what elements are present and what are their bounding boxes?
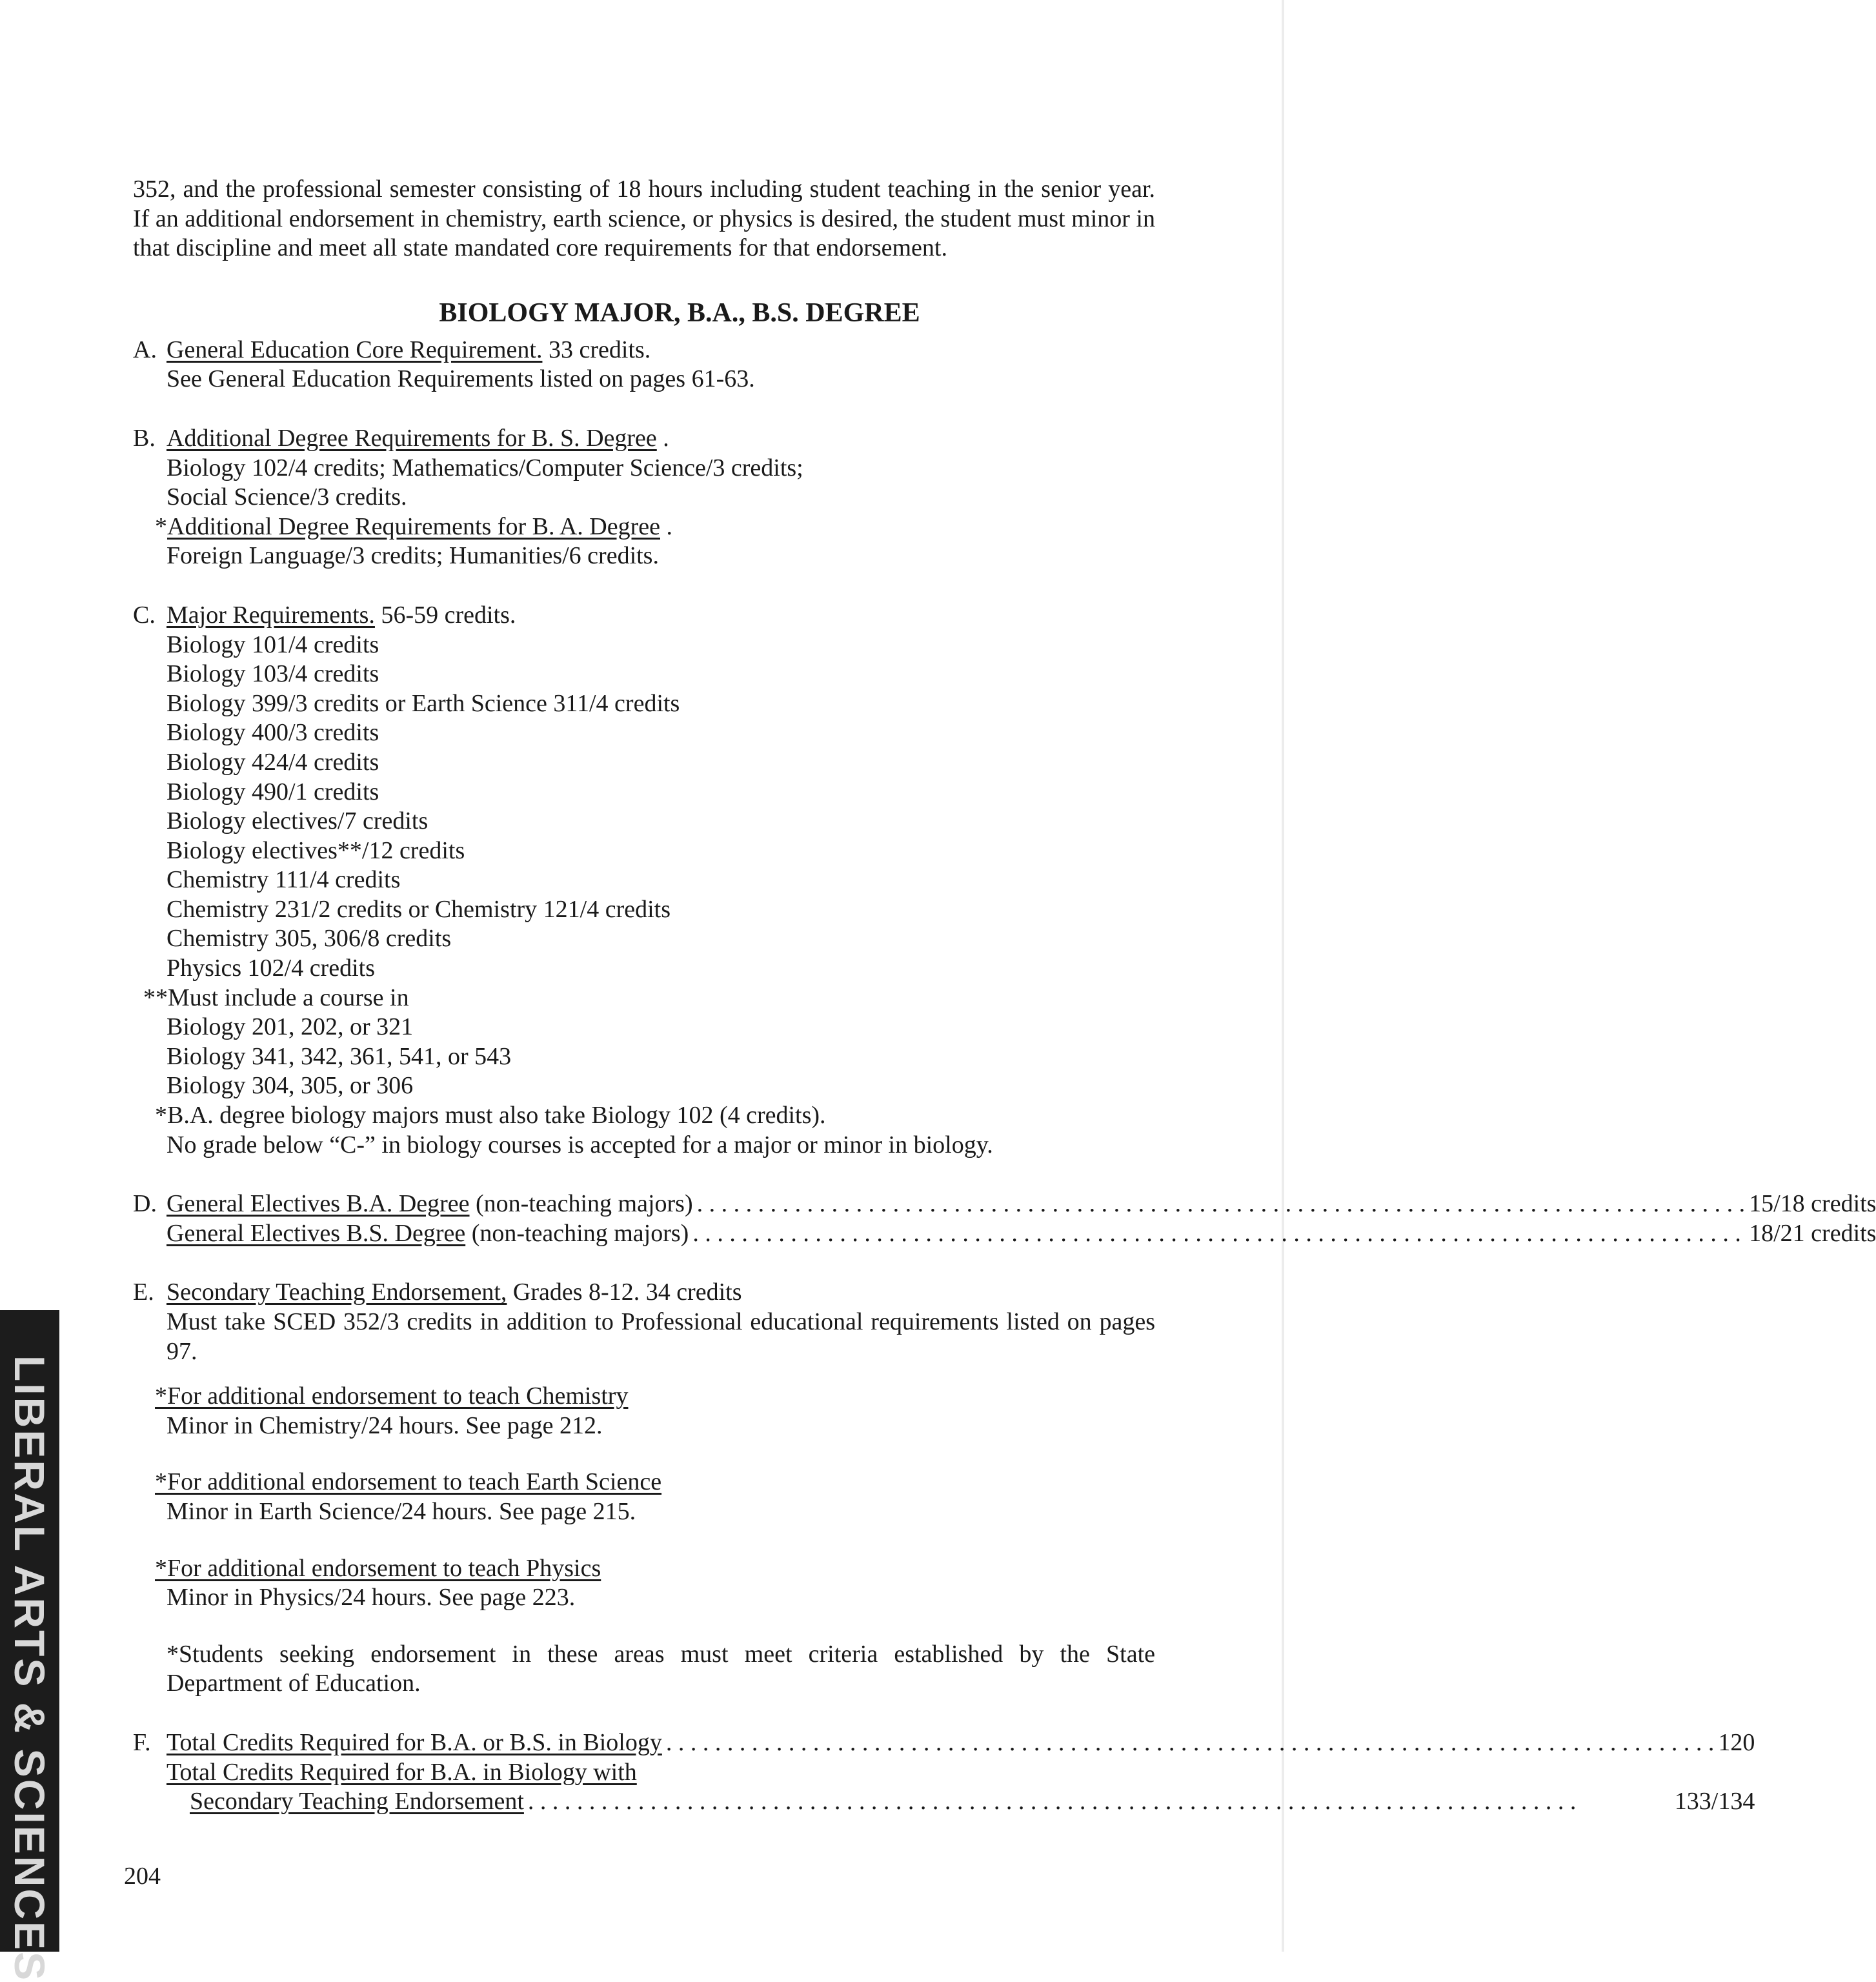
course-item: Biology electives**/12 credits xyxy=(166,836,465,864)
must-include-note: **Must include a course in xyxy=(143,984,409,1011)
total-credits-row xyxy=(166,1787,1755,1817)
grade-note: No grade below “C-” in biology courses is accepted for a major or minor in biology. xyxy=(166,1131,993,1158)
dot-leader xyxy=(528,1787,1671,1817)
ba-biology-note: *B.A. degree biology majors must also take Biology 102 (4 credits). xyxy=(155,1102,826,1129)
include-course-item: Biology 341, 342, 361, 541, or 543 xyxy=(166,1042,512,1070)
elective-label: General Electives B.S. Degree xyxy=(166,1219,466,1247)
page-number: 204 xyxy=(124,1863,161,1890)
course-item: Biology 424/4 credits xyxy=(166,748,379,776)
endorsement-item-title: *For additional endorsement to teach Chemistry xyxy=(155,1382,629,1410)
total-credits-label: Total Credits Required for B.A. in Biology with xyxy=(166,1758,637,1786)
total-credits-value: 120 xyxy=(1718,1728,1755,1756)
section-f xyxy=(133,1728,1755,1817)
page-edge-shadow xyxy=(1282,0,1284,1952)
dot-leader xyxy=(697,1189,1746,1219)
course-item: Biology 399/3 credits or Earth Science 311/4 credits xyxy=(166,689,680,717)
total-credits-label: Total Credits Required for B.A. or B.S. in Biology xyxy=(166,1728,662,1756)
criteria-note: *Students seeking endorsement in these areas must meet criteria established by the State Department of Education. xyxy=(166,1640,1155,1697)
elective-value: 18/21 credits xyxy=(1749,1219,1876,1247)
intro-paragraph: 352, and the professional semester consisting of 18 hours including student teaching in the senior year. If an additional endorsement in chemistry, earth science, or physics is desired, the student must minor in that discipline and meet all state mandated core requirements for that endorsement. xyxy=(133,176,1155,262)
endorsement-item-detail: Minor in Physics/24 hours. See page 223. xyxy=(166,1584,576,1612)
elective-row xyxy=(166,1219,1876,1249)
course-item: Chemistry 231/2 credits or Chemistry 121/4 credits xyxy=(166,895,671,923)
section-a-title: General Education Core Requirement. xyxy=(166,336,543,363)
endorsement-grades: Grades 8-12. 34 credits xyxy=(512,1279,742,1306)
section-d xyxy=(133,1189,1876,1248)
elective-row xyxy=(166,1189,1876,1219)
section-b: B. Additional Degree Requirements for B. S. Degree . Biology 102/4 credits; Mathematics/Computer Science/3 credits; Social Science/3 credits. *Additional Degree Requirements for B. A. Degree . Foreign Language/3 credits; Humanities/6 credits. xyxy=(133,424,1155,571)
elective-value: 15/18 credits xyxy=(1749,1190,1876,1218)
section-a-note: See General Education Requirements listed on pages 61-63. xyxy=(166,365,755,393)
section-e xyxy=(133,1278,1155,1699)
endorsement-item-detail: Minor in Earth Science/24 hours. See page 215. xyxy=(166,1497,636,1525)
endorsement-item-detail: Minor in Chemistry/24 hours. See page 212. xyxy=(166,1411,603,1439)
ba-requirements-title: Additional Degree Requirements for B. A. Degree xyxy=(167,512,660,540)
total-credits-value: 133/134 xyxy=(1674,1788,1755,1815)
endorsement-earth-science xyxy=(155,1468,1155,1526)
course-item: Biology 400/3 credits xyxy=(166,719,379,747)
include-course-item: Biology 304, 305, or 306 xyxy=(166,1072,414,1100)
section-letter: E. xyxy=(133,1279,154,1306)
bs-requirements-line: Biology 102/4 credits; Mathematics/Computer Science/3 credits; xyxy=(166,454,803,481)
major-requirements-title: Major Requirements. xyxy=(166,601,375,629)
total-credits-label: Secondary Teaching Endorsement xyxy=(190,1788,524,1815)
section-c xyxy=(133,601,1155,1160)
dot-leader xyxy=(692,1219,1745,1249)
course-item: Biology 101/4 credits xyxy=(166,631,379,658)
section-letter: D. xyxy=(133,1190,157,1218)
include-course-item: Biology 201, 202, or 321 xyxy=(166,1013,414,1041)
section-letter: B. xyxy=(133,424,156,452)
endorsement-item-title: *For additional endorsement to teach Physics xyxy=(155,1554,601,1582)
asterisk: * xyxy=(155,512,167,540)
section-a xyxy=(133,336,1155,394)
course-item: Chemistry 305, 306/8 credits xyxy=(166,925,452,953)
bs-requirements-line: Social Science/3 credits. xyxy=(166,483,407,511)
course-item: Biology 490/1 credits xyxy=(166,778,379,805)
endorsement-physics xyxy=(155,1554,1155,1613)
bs-requirements-title: Additional Degree Requirements for B. S. Degree xyxy=(166,424,657,452)
endorsement-note: Must take SCED 352/3 credits in addition to Professional educational requirements listed on pages 97. xyxy=(166,1308,1155,1365)
course-item: Chemistry 111/4 credits xyxy=(166,866,401,894)
section-heading: BIOLOGY MAJOR, B.A., B.S. DEGREE xyxy=(439,298,920,328)
section-letter: A. xyxy=(133,336,157,363)
elective-label: General Electives B.A. Degree xyxy=(166,1190,470,1218)
course-item: Biology 103/4 credits xyxy=(166,660,379,688)
elective-suffix: (non-teaching majors) xyxy=(471,1219,689,1247)
ba-requirements-line: Foreign Language/3 credits; Humanities/6 credits. xyxy=(166,542,659,570)
total-credits-row xyxy=(166,1728,1755,1758)
course-item: Biology electives/7 credits xyxy=(166,807,429,835)
section-letter: F. xyxy=(133,1728,151,1756)
endorsement-title: Secondary Teaching Endorsement, xyxy=(166,1279,507,1306)
major-requirements-credits: 56-59 credits. xyxy=(381,601,516,629)
endorsement-item-title: *For additional endorsement to teach Earth Science xyxy=(155,1468,662,1496)
dot-leader xyxy=(666,1728,1715,1758)
page-content xyxy=(133,175,1876,1817)
side-tab-label: LIBERAL ARTS & SCIENCES xyxy=(6,1355,54,1982)
endorsement-chemistry xyxy=(155,1382,1155,1441)
section-letter: C. xyxy=(133,601,156,629)
elective-suffix: (non-teaching majors) xyxy=(476,1190,693,1218)
course-item: Physics 102/4 credits xyxy=(166,955,375,982)
section-a-credits: 33 credits. xyxy=(548,336,651,363)
